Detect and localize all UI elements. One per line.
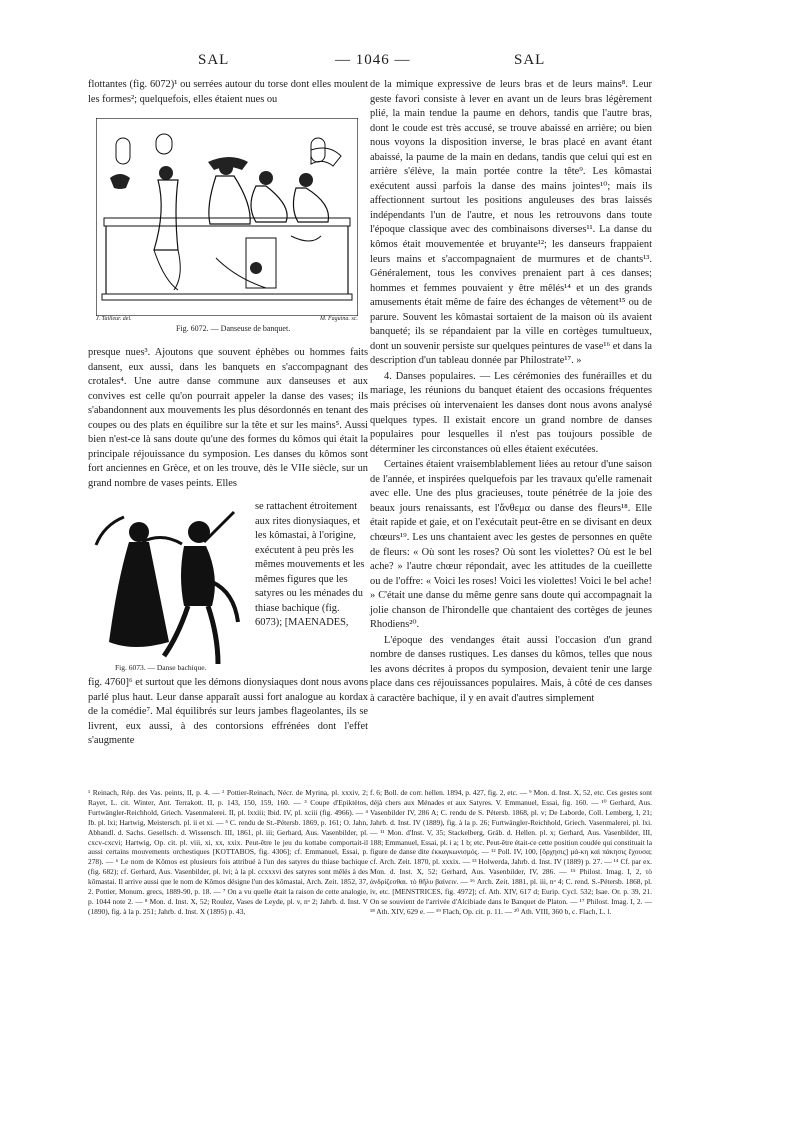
paragraph: fig. 4760]⁶ et surtout que les démons dionysiaques dont nous avons parlé plus haut. Leur danse apparaît aussi fort analogue au kordax de la comédie⁷. Mal équilibrés sur leurs jambes flageolantes, ils se livrent, eux aussi, à des contorsions effrénées dont l'effet s'augmente — [88, 677, 368, 747]
paragraph: de la mimique expressive de leurs bras et de leurs mains⁸. Leur geste favori consiste à lever en avant un de leurs bras légèrement plié, la main tendue la paume en dehors, tandis que l'autre bras, dont le coude est très accusé, se trouve abaissé en arrière; ou bien nous voyons la disposition inverse, le bras placé en avant étant abaissé, la paume de la main en dedans, tandis que celui qui est en arrière s'élève, la main portée contre la tête⁹. Les kômastai exécutent aussi parfois la danse des mains jointes¹⁰; mais ils affectionnent surtout les positions anguleuses des bras laissés indépendants l'un de l'autre, et nous les retrouvons dans toute l'époque classique avec des combinaisons diverses¹¹. La danse du kômos était mouvementée et bruyante¹²; les danseurs frappaient leurs mains et s'accompagnaient de murmures et de chants¹³. Généralement, tous les convives prenaient part à ces danses; hommes et femmes pouvaient y être mêlés¹⁴ et un des grands amusements était même de faire des échanges de vêtement¹⁵ ou de parure. Souvent les kômastai sortaient de la maison où ils avaient banqueté; ils se répandaient par la ville en cortèges tumultueux, dont un souvenir persiste sur quelques peintures de vase¹⁶ et dans la description d'un tableau donnée par Philostrate¹⁷. » — [370, 79, 652, 367]
footnotes-left: ¹ Reinach, Rép. des Vas. peints, II, p. 4. — ² Pottier-Reinach, Nécr. de Myrina, pl. xxxiv, 2; Rayet, L. cit. Winter, Ant. Terrakott. II, p. 143, 150, 159, 160. — ³ Coupe d'Epiktètos, Furtwängler-Reichhold, Griech. Vasenmalerei. II, pl. lxxiii; Ibid. IV, pl. xciii (fig. 4966). — ⁴ Ib. pl. lxi; Hartwig, Meistersch. pl. ii et xi. — ⁵ C. rendu de St.-Pétersb. 1869, p. 161; O. Jahn, Abhandl. d. Sachs. Gesellsch. d. Wissensch. III, 1861, pl. iii; Gerhard, Aus. Vasenbilder, pl. cxcv-cxcvi; Hartwig, Op. cit. pl. viii, xi, xx, xxix. Peut-être le jeu du kottabe comportait-il aussi certains mouvements orchestiques [KOTTABOS, fig. 4306]; cf. Emmanuel, Essai, p. 278). — ⁶ Le nom de Kômos est plusieurs fois attribué à l'un des satyres du thiase bachique (fig. 682); cf. Gerhard, Aus. Vasenbilder, pl. lvi; à la pl. ccxxxvi des satyres sont mêlés à des kômastai. Il arrive aussi que le nom de Kômos désigne l'un des kômastai, Arch. Zeit. 1852, 37, 2. Pottier, Monum. grecs, 1889-90, p. 18. — ⁷ On a vu quelle était la raison de cette analogie, p. 1044 note 2. — ⁸ Mon. d. Inst. X, 52; Roulez, Vases de Leyde, pl. v, nᵒ 2; Jahrb. d. Inst. V (1890), fig. à la p. 251; Jahrb. d. Inst. X (1895) p. 43, — [88, 788, 368, 916]
page-number: — 1046 — — [335, 52, 411, 68]
left-column-wrap-text — [255, 500, 368, 631]
left-column-middle — [88, 346, 368, 491]
bacchic-dance-illustration — [84, 502, 252, 674]
paragraph: flottantes (fig. 6072)¹ ou serrées autour du torse dont elles moulent les formes²; quelquefois, elles étaient nues ou — [88, 79, 368, 105]
paragraph: presque nues³. Ajoutons que souvent éphèbes ou hommes faits dansent, eux aussi, dans les banquets en s'accompagnant des crotales⁴. Une autre danse commune aux danseuses et aux convives est celle qu'on pourrait appeler la danse des vases; ils s'abandonnent aux mouvements les plus désordonnés en tenant des coupes ou des plats en équilibre sur la tête et sur les mains⁵. Aussi bien n'est-ce là sans doute qu'une des formes du kômos qui était la principale réjouissance du symposion. Les danses du kômos sont fort anciennes en Grèce, et on les trouve, dès le VIIe siècle, sur un grand nombre de vases peints. Elles — [88, 347, 368, 489]
running-head-left: SAL — [198, 52, 230, 68]
engraver-signature-left: J. Tailleur. del. — [96, 316, 132, 322]
footnotes-right: f. 6; Boll. de corr. hellen. 1894, p. 427, fig. 2, etc. — ⁹ Mon. d. Inst. X, 52, etc. Ces gestes sont déjà chers aux Ménades et aux Satyres. V. Emmanuel, Essai, fig. 160. — ¹⁰ Gerhard, Aus. Vasenbilder IV, 286 A; C. rendu de S. Pétersb. 1868, pl. v; De Laborde, Coll. Lemberg, I, 21; Jahrb. d. Inst. IV (1889), fig. à la p. 26; Furtwängler-Reichhold, Griech. Vasenmalerei, pl. lxi. — ¹¹ Mon. d'Inst. V, 35; Stackelberg, Gräb. d. Hellen. pl. x; Gerhard, Aus. Vasenbilder, III, 188; Emmanuel, Essai, pl. i a; 1 b; etc. Peut-être était-ce cette position coudée qui constituait la figure de danse dite ἐκκαγκωνισμός. — ¹² Poll. IV, 100, [ὄρχησις] μά-κη καὶ πάκησις ἔχουσα; cf. Arch. Zeit. 1870, pl. xxxix. — ¹³ Holwerda, Jahrb. d. Inst. IV (1889) p. 27. — ¹⁴ Cf. par ex. Mon. d. Inst. X, 52; Gerhard, Aus. Vasenbilder, IV, 286. — ¹⁵ Philost. Imag. I, 2, τὸ ἀνδρίζεσθαι. τὸ θῆλυ βαίνειν. — ¹⁶ Arch. Zeit. 1881, pl. iii, nᵒ 4; C. rend. S.-Pétersb. 1868, pl. iv, etc. [MENSTRICES, fig. 4972]; cf. Ath. XIV, 617 d; Eurip. Cycl. 532; Isae. Or. p. 39, 21. On se souvient de l'arrivée d'Alcibiade dans le Banquet de Platon. — ¹⁷ Philost. Imag. I, 2. — ¹⁸ Ath. XIV, 629 e. — ¹⁹ Flach, Op. cit. p. 11. — ²⁰ Ath. VIII, 360 b, c. Flach, L. l. — [370, 788, 652, 916]
figure-caption: Fig. 6072. — Danseuse de banquet. — [176, 324, 291, 333]
banquet-scene-illustration — [96, 118, 358, 316]
paragraph: Certaines étaient vraisemblablement liées au retour d'une saison de l'année, et inspirées quelquefois par les travaux qu'elle ramenait avec elle. Une des plus gracieuses, toute pénétrée de la joie des beaux jours renaissants, est l'ἄνθεμα ou danse des fleurs¹⁸. Elle était rapide et gaie, et on l'exécutait peut-être en se divisant en deux chœurs¹⁹. Les uns chantaient avec les gestes de personnes en quête de fleurs: « Où sont les roses? Où sont les violettes? Où est le bel ache? » l'autre chœur répondait, avec les attitudes de la cueillette ou de l'offre: « Voici les roses! Voici les violettes! Voici le bel ache! » C'était une danse du même genre sans doute qui accompagnait la jolie chanson de l'hirondelle que chantaient des cortèges de jeunes Rhodiens²⁰. — [370, 459, 652, 631]
right-column — [370, 78, 652, 707]
paragraph: se rattachent étroitement aux rites dionysiaques, et les kômastai, à l'origine, exécutent à peu près les mêmes mouvements et les mêmes figures que les satyres ou les ménades du thiase bachique (fig. 6073); [MAENADES, — [255, 501, 365, 629]
engraver-signature-right: M. Faguina. sc. — [320, 316, 358, 322]
running-head-right: SAL — [514, 52, 546, 68]
paragraph: L'époque des vendanges était aussi l'occasion d'un grand nombre de danses rustiques. Les danses du kômos, telles que nous les avons décrites à propos du symposion, devaient tenir une large place dans ces réjouissances populaires. Mais, à côté de ces danses à caractère bachique, il y en avait d'autres simplement — [370, 634, 652, 704]
left-column-top — [88, 78, 368, 107]
paragraph: 4. Danses populaires. — Les cérémonies des funérailles et du mariage, les réunions du banquet étaient des occasions fréquentes mais précises où intervenaient les danses dont nous avons analysé quelques types. Il existait encore un grand nombre de danses populaires pour lesquelles il n'est pas toujours possible de déterminer les circonstances où elles étaient exécutées. — [370, 370, 652, 455]
figure-caption: Fig. 6073. — Danse bachique. — [115, 663, 207, 672]
left-column-bottom — [88, 676, 368, 749]
